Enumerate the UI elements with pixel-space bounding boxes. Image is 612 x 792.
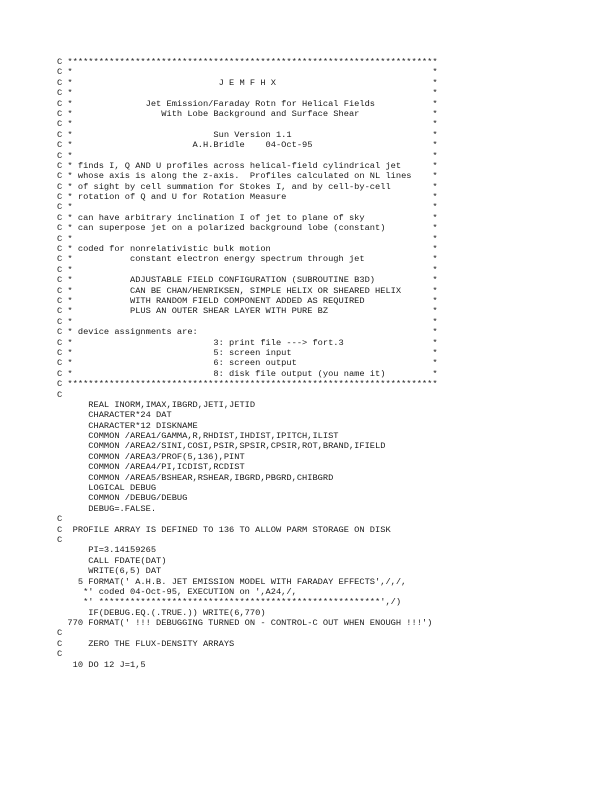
code-line: LOGICAL DEBUG (57, 483, 157, 494)
code-line: C * * (57, 119, 438, 130)
code-line: IF(DEBUG.EQ.(.TRUE.)) WRITE(6,770) (57, 607, 266, 618)
code-line: C * ADJUSTABLE FIELD CONFIGURATION (SUBROUTINE B3D) * (57, 275, 438, 286)
code-line: C * * (57, 202, 438, 213)
code-line: *' coded 04-Oct-95, EXECUTION on ',A24,/, (57, 586, 297, 597)
code-line: C (57, 534, 63, 545)
code-line: CALL FDATE(DAT) (57, 555, 167, 566)
code-line: C * coded for nonrelativistic bulk motion * (57, 244, 438, 255)
code-line: REAL INORM,IMAX,IBGRD,JETI,JETID (57, 399, 256, 410)
code-line: C * can have arbitrary inclination I of jet to plane of sky * (57, 212, 438, 223)
code-line: C * * (57, 150, 438, 161)
code-line: COMMON /AREA4/PI,ICDIST,RCDIST (57, 462, 245, 473)
code-line: C *********************************************************************** (57, 379, 438, 390)
code-line: COMMON /DEBUG/DEBUG (57, 493, 188, 504)
code-line: C * J E M F H X * (57, 77, 438, 88)
code-line: C * Jet Emission/Faraday Rotn for Helical Fields * (57, 98, 438, 109)
code-line: C * of sight by cell summation for Stokes I, and by cell-by-cell * (57, 181, 438, 192)
code-line: C * whose axis is along the z-axis. Profiles calculated on NL lines * (57, 171, 438, 182)
code-line: C * WITH RANDOM FIELD COMPONENT ADDED AS REQUIRED * (57, 295, 438, 306)
code-line: C * CAN BE CHAN/HENRIKSEN, SIMPLE HELIX OR SHEARED HELIX * (57, 285, 438, 296)
code-line: COMMON /AREA2/SINI,COSI,PSIR,SPSIR,CPSIR,ROT,BRAND,IFIELD (57, 441, 386, 452)
code-line: C * 6: screen output * (57, 358, 438, 369)
code-line: C ZERO THE FLUX-DENSITY ARRAYS (57, 638, 235, 649)
fortran-source-listing (57, 57, 438, 670)
code-line: 10 DO 12 J=1,5 (57, 659, 146, 670)
code-line: C * * (57, 233, 438, 244)
code-line: WRITE(6,5) DAT (57, 566, 162, 577)
code-line: C * 8: disk file output (you name it) * (57, 368, 438, 379)
code-line: C * can superpose jet on a polarized background lobe (constant) * (57, 223, 438, 234)
code-line: C *********************************************************************** (57, 57, 438, 67)
code-line: PI=3.14159265 (57, 545, 157, 556)
code-line: C (57, 389, 63, 400)
code-line: C * * (57, 316, 438, 327)
code-line: C * * (57, 264, 438, 275)
code-line: C * rotation of Q and U for Rotation Measure * (57, 192, 438, 203)
code-line: *' ******************************************************',/) (57, 597, 402, 608)
code-line: C * device assignments are: * (57, 327, 438, 338)
code-line: C * * (57, 67, 438, 78)
code-line: DEBUG=.FALSE. (57, 503, 157, 514)
code-line: C * PLUS AN OUTER SHEAR LAYER WITH PURE BZ * (57, 306, 438, 317)
code-line: C * finds I, Q AND U profiles across helical-field cylindrical jet * (57, 160, 438, 171)
code-line: C * * (57, 88, 438, 99)
code-line: C (57, 514, 63, 525)
code-line: 5 FORMAT(' A.H.B. JET EMISSION MODEL WITH FARADAY EFFECTS',/,/, (57, 576, 407, 587)
code-line: COMMON /AREA1/GAMMA,R,RHDIST,IHDIST,IPITCH,ILIST (57, 431, 339, 442)
code-line: CHARACTER*12 DISKNAME (57, 420, 198, 431)
code-line: C (57, 649, 63, 660)
code-line: COMMON /AREA5/BSHEAR,RSHEAR,IBGRD,PBGRD,CHIBGRD (57, 472, 334, 483)
code-line: C * constant electron energy spectrum through jet * (57, 254, 438, 265)
code-line: CHARACTER*24 DAT (57, 410, 172, 421)
code-line: C PROFILE ARRAY IS DEFINED TO 136 TO ALLOW PARM STORAGE ON DISK (57, 524, 391, 535)
code-line: C (57, 628, 63, 639)
code-line: C * 5: screen input * (57, 347, 438, 358)
code-line: C * A.H.Bridle 04-Oct-95 * (57, 140, 438, 151)
code-line: COMMON /AREA3/PROF(5,136),PINT (57, 451, 245, 462)
code-line: C * Sun Version 1.1 * (57, 129, 438, 140)
code-line: C * With Lobe Background and Surface Shear * (57, 108, 438, 119)
code-line: 770 FORMAT(' !!! DEBUGGING TURNED ON - CONTROL-C OUT WHEN ENOUGH !!!') (57, 618, 433, 629)
code-line: C * 3: print file ---> fort.3 * (57, 337, 438, 348)
